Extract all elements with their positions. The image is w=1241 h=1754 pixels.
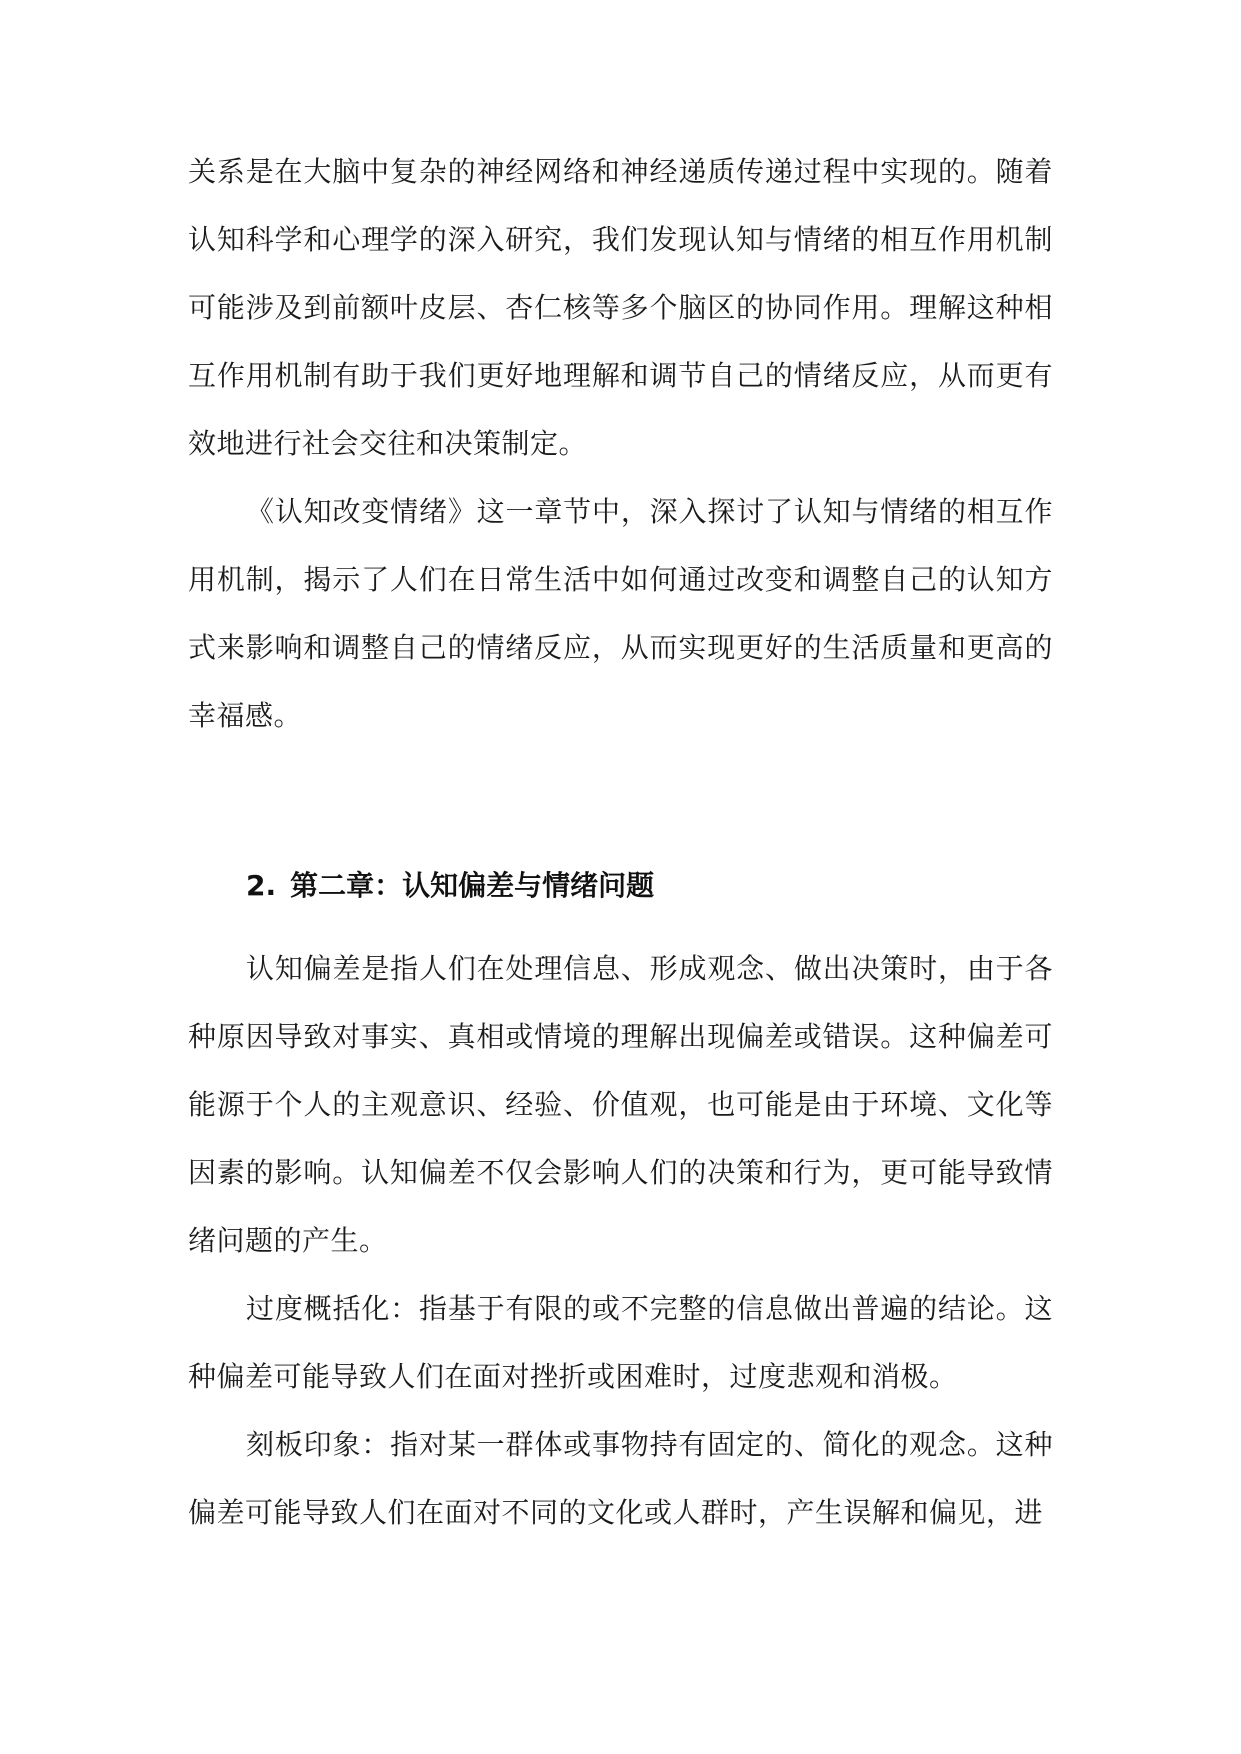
section-number: 2. (246, 869, 277, 902)
paragraph-overgeneralization: 过度概括化：指基于有限的或不完整的信息做出普遍的结论。这种偏差可能导致人们在面对挫折或困难时，过度悲观和消极。 (188, 1292, 1053, 1393)
paragraph-brain-mechanism: 关系是在大脑中复杂的神经网络和神经递质传递过程中实现的。随着认知科学和心理学的深入研究，我们发现认知与情绪的相互作用机制可能涉及到前额叶皮层、杏仁核等多个脑区的协同作用。理解这种相互作用机制有助于我们更好地理解和调节自己的情绪反应，从而更有效地进行社会交往和决策制定。 (188, 155, 1053, 460)
paragraph-cognitive-bias-definition: 认知偏差是指人们在处理信息、形成观念、做出决策时，由于各种原因导致对事实、真相或情境的理解出现偏差或错误。这种偏差可能源于个人的主观意识、经验、价值观，也可能是由于环境、文化等因素的影响。认知偏差不仅会影响人们的决策和行为，更可能导致情绪问题的产生。 (188, 952, 1053, 1257)
top-text-block (188, 138, 1053, 750)
paragraph-chapter-summary: 《认知改变情绪》这一章节中，深入探讨了认知与情绪的相互作用机制，揭示了人们在日常生活中如何通过改变和调整自己的认知方式来影响和调整自己的情绪反应，从而实现更好的生活质量和更高的幸福感。 (188, 495, 1053, 732)
section-heading (246, 866, 654, 906)
bottom-text-block (188, 935, 1053, 1547)
section-title: 第二章：认知偏差与情绪问题 (290, 869, 655, 902)
paragraph-stereotype: 刻板印象：指对某一群体或事物持有固定的、简化的观念。这种偏差可能导致人们在面对不同的文化或人群时，产生误解和偏见，进 (188, 1428, 1053, 1529)
